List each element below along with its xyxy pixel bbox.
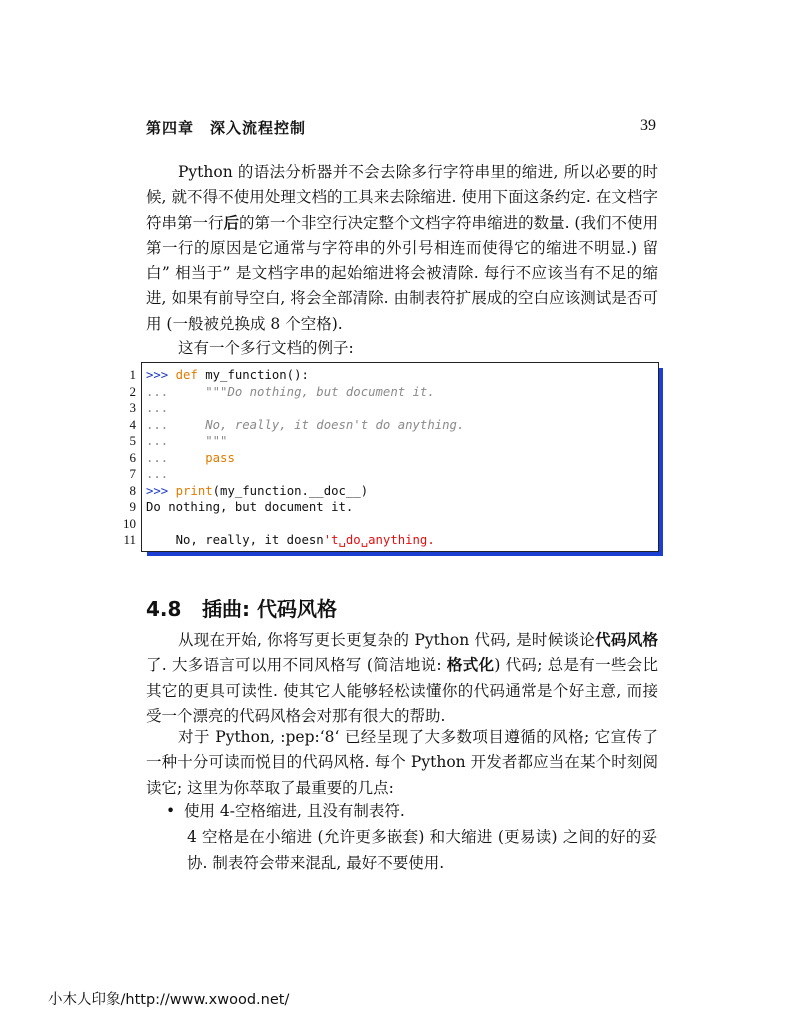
line-number: 1 [129,367,136,382]
paragraph-pep8: 对于 Python, :pep:‘8‘ 已经呈现了大多数项目遵循的风格; 它宣传了一种十分可读而悦目的代码风格. 每个 Python 开发者都应当在某个时刻阅读它; 这里为你萃取了最重要的几点: [146,728,658,797]
code-builtin: print [175,483,213,498]
section-number: 4.8 [146,597,182,621]
line-number: 8 [129,482,136,498]
code-line [123,532,658,549]
code-string: """Do nothing, but document it. [175,384,435,399]
code-output: Do nothing, but document it. [146,500,354,514]
line-number: 2 [129,383,136,399]
section-title: 插曲: 代码风格 [202,597,337,621]
paragraph-code-style [146,628,658,729]
line-number: 7 [129,466,136,481]
footer-watermark: 小木人印象/http://www.xwood.net/ [48,992,290,1008]
bold-term: 格式化 [446,656,495,675]
code-line [129,449,658,467]
code-line [129,416,658,434]
bullet-subtext: 4 空格是在小缩进 (允许更多嵌套) 和大缩进 (更易读) 之间的好的妥协. 制表符会带来混乱, 最好不要使用. [187,828,657,872]
line-number: 9 [129,499,136,514]
line-number: 6 [129,449,136,465]
paragraph-text: Python 的语法分析器并不会去除多行字符串里的缩进, 所以必要的时候, 就不得不使用处理文档的工具来去除缩进. 使用下面这条约定. 在文档字符串第一行 [146,163,658,232]
line-number: 10 [123,515,136,531]
code-line [129,466,658,483]
code-prompt: ... [146,401,169,415]
code-line [129,482,658,500]
paragraph-text: 从现在开始, 你将写更长更复杂的 Python 代码, 是时候谈论 [178,631,596,649]
page-number: 39 [640,117,656,134]
bullet-item [166,799,405,824]
code-line [129,499,658,516]
line-number: 5 [129,433,136,448]
code-line [129,367,658,384]
code-text: (my_function.__doc__) [212,483,369,498]
code-string: """ [175,434,228,448]
bullet-text: 使用 4-空格缩进, 且没有制表符. [184,802,405,820]
bold-term: 后 [223,213,240,232]
code-line [129,400,658,417]
code-line [129,433,658,450]
code-prompt: >>> [146,368,176,382]
code-block [123,362,659,552]
paragraph-text: 了. 大多语言可以用不同风格写 (简洁地说: [146,656,447,675]
section-heading [146,593,337,622]
code-output: No, really, it doesn [146,533,324,547]
code-prompt: ... [146,434,176,448]
code-prompt: ... [146,384,176,399]
code-text: my_function(): [197,368,309,382]
code-string: No, really, it doesn't do anything. [175,417,465,432]
code-line [123,515,658,533]
paragraph-text: 的第一个非空行决定整个文档字符串缩进的数量. (我们不使用第一行的原因是它通常与字符串的外引号相连而使得它的缩进不明显.) 留白” 相当于” 是文档字串的起始缩进将会被清除. 每行不应该当有不足的缩进, 如果有前导空白, 将会全部清除. 由制表符扩展成的空白应该测试是否可用 (一般被兑换成 8 个空格). [146,213,658,333]
code-error-highlight: 't␣do␣anything. [323,533,435,547]
code-line [129,383,658,401]
line-number: 11 [123,532,136,547]
line-number: 3 [129,400,136,415]
code-lines [123,367,658,549]
chapter-title: 第四章 深入流程控制 [146,119,307,137]
code-keyword: pass [175,450,235,465]
paragraph-example-intro: 这有一个多行文档的例子: [178,339,354,357]
code-prompt: >>> [146,483,176,498]
page-header [146,117,656,139]
bold-term: 代码风格 [595,631,658,649]
paragraph-text: ) 代码; 总是有一些会比其它的更具可读性. 使其它人能够轻松读懂你的代码通常是个好主意, 而接受一个漂亮的代码风格会对那有很大的帮助. [146,656,658,725]
code-keyword: def [175,368,198,382]
code-prompt: ... [146,467,169,481]
paragraph-docstring-indent [146,160,658,337]
bullet-icon: • [166,802,176,820]
line-number: 4 [129,416,136,432]
code-prompt: ... [146,450,176,465]
code-prompt: ... [146,417,176,432]
